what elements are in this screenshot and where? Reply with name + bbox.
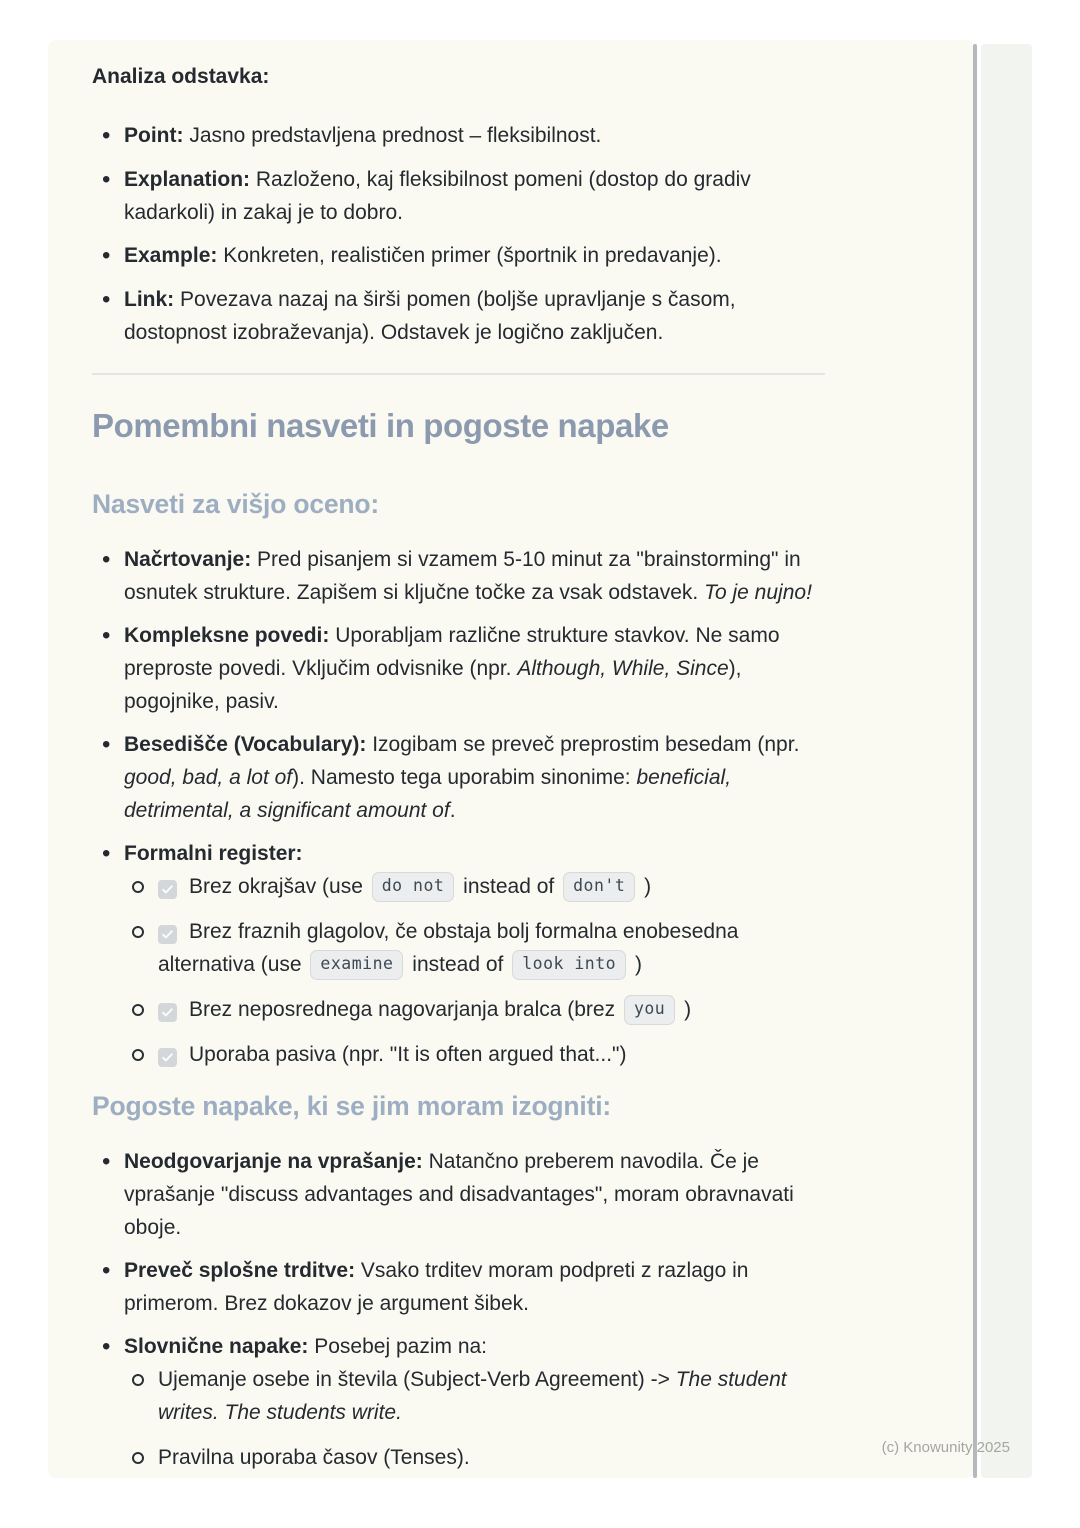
text-run: Although, While, Since <box>517 657 729 680</box>
text-run: beneficial, detrimental, a significant amount of <box>124 766 732 822</box>
list-item-text <box>124 119 825 153</box>
circle-bullet-icon <box>124 1363 158 1429</box>
bullet-list <box>92 119 825 349</box>
text-run: Uporabljam različne strukture stavkov. Ne samo preproste povedi. Vključim odvisnike (npr. <box>124 624 780 680</box>
text-run: Kompleksne povedi: <box>124 624 330 647</box>
list-item <box>92 543 825 609</box>
code-chip: examine <box>310 950 403 980</box>
text-run: Brez fraznih glagolov, če obstaja bolj formalna enobesedna alternativa (use <box>158 920 739 976</box>
sub-bullet-list <box>124 1363 825 1474</box>
text-run: Ujemanje osebe in števila (Subject-Verb Agreement) -> <box>158 1368 676 1391</box>
paragraph-heading <box>92 60 825 93</box>
list-item-text <box>158 993 825 1026</box>
text-run: ) <box>678 998 692 1021</box>
list-item-text <box>124 1254 825 1320</box>
text-run: good, bad, a lot of <box>124 766 293 789</box>
list-item <box>92 1330 825 1474</box>
list-item-text <box>124 1330 825 1474</box>
text-run: Explanation: <box>124 168 251 191</box>
next-page-preview[interactable] <box>981 44 1032 1478</box>
list-item-text <box>124 543 825 609</box>
text-run: To je nujno! <box>704 581 812 604</box>
list-item-text <box>158 1038 825 1071</box>
text-run: ), pogojnike, pasiv. <box>124 657 742 713</box>
text-run: Link: <box>124 288 175 311</box>
text-run: ). Namesto tega uporabim sinonime: <box>292 766 637 789</box>
text-run: Razloženo, kaj fleksibilnost pomeni (dostop do gradiv kadarkoli) in zakaj je to dobro. <box>124 168 751 224</box>
document-page <box>48 40 975 1478</box>
checkbox[interactable] <box>158 1048 177 1067</box>
checkbox[interactable] <box>158 925 177 944</box>
bullet-icon <box>92 283 124 349</box>
list-item <box>92 1254 825 1320</box>
text-run: Neodgovarjanje na vprašanje: <box>124 1150 423 1173</box>
bullet-icon <box>92 1145 124 1244</box>
text-run: Natančno preberem navodila. Če je vprašanje "discuss advantages and disadvantages", moram obravnavati oboje. <box>124 1150 794 1239</box>
circle-bullet-icon <box>124 993 158 1026</box>
list-item <box>92 283 825 349</box>
text-run: Point: <box>124 124 184 147</box>
list-item <box>124 1363 825 1429</box>
bullet-icon <box>92 619 124 718</box>
text-run: Pravilna uporaba časov (Tenses). <box>158 1446 470 1469</box>
code-chip: do not <box>372 872 455 902</box>
text-run: Preveč splošne trditve: <box>124 1259 356 1282</box>
text-run: Brez okrajšav (use <box>189 875 369 898</box>
list-item <box>124 870 825 903</box>
bullet-icon <box>92 543 124 609</box>
list-item-text <box>158 915 825 981</box>
bullet-icon <box>92 163 124 229</box>
scrollbar-thumb[interactable] <box>973 44 977 1478</box>
bullet-icon <box>92 728 124 827</box>
text-run: ) <box>629 953 642 976</box>
divider <box>92 373 825 375</box>
bullet-icon <box>92 837 124 1071</box>
text-run: Konkreten, realističen primer (športnik in predavanje). <box>217 244 722 267</box>
text-run: The student writes. The students write. <box>158 1368 787 1424</box>
list-item-text <box>124 239 825 273</box>
bullet-list <box>92 1145 825 1474</box>
text-run: Posebej pazim na: <box>308 1335 488 1358</box>
list-item <box>92 119 825 153</box>
text-run: instead of <box>406 953 510 976</box>
list-item <box>124 1441 825 1474</box>
checkbox[interactable] <box>158 880 177 899</box>
text-run: Izogibam se preveč preprostim besedam (npr. <box>366 733 800 756</box>
list-item <box>124 993 825 1026</box>
list-item-text <box>158 1441 825 1474</box>
checklist <box>124 870 825 1071</box>
text-run: Formalni register: <box>124 842 303 865</box>
text-run: Analiza odstavka: <box>92 65 270 88</box>
check-icon <box>161 1041 174 1074</box>
list-item <box>92 1145 825 1244</box>
bullet-icon <box>92 119 124 153</box>
circle-bullet-icon <box>124 870 158 903</box>
section-heading: Pomembni nasveti in pogoste napake <box>92 407 669 444</box>
bullet-list <box>92 543 825 1071</box>
list-item-text <box>124 619 825 718</box>
list-item <box>124 915 825 981</box>
watermark: (c) Knowunity 2025 <box>881 1439 1010 1456</box>
circle-bullet-icon <box>124 1038 158 1071</box>
list-item-text <box>124 837 825 1071</box>
text-run: . <box>449 799 456 822</box>
bullet-icon <box>92 1254 124 1320</box>
check-icon <box>161 873 174 906</box>
check-icon <box>161 918 174 951</box>
circle-bullet-icon <box>124 915 158 981</box>
text-run: Example: <box>124 244 218 267</box>
text-run: Vsako trditev moram podpreti z razlago in primerom. Brez dokazov je argument šibek. <box>124 1259 749 1315</box>
check-icon <box>161 996 174 1029</box>
list-item <box>92 163 825 229</box>
list-item-text <box>124 283 825 349</box>
text-run: instead of <box>457 875 561 898</box>
text-run: Jasno predstavljena prednost – fleksibilnost. <box>183 124 602 147</box>
list-item-text <box>158 870 825 903</box>
document-content <box>48 40 975 1474</box>
text-run: Brez neposrednega nagovarjanja bralca (brez <box>189 998 621 1021</box>
subsection-heading: Pogoste napake, ki se jim moram izogniti: <box>92 1091 611 1121</box>
text-run: Načrtovanje: <box>124 548 252 571</box>
code-chip: you <box>624 995 675 1025</box>
code-chip: look into <box>512 950 626 980</box>
text-run: ) <box>638 875 652 898</box>
list-item-text <box>124 1145 825 1244</box>
list-item <box>92 619 825 718</box>
subsection-heading: Nasveti za višjo oceno: <box>92 489 380 519</box>
list-item-text <box>124 728 825 827</box>
list-item <box>92 239 825 273</box>
circle-bullet-icon <box>124 1441 158 1474</box>
bullet-icon <box>92 239 124 273</box>
code-chip: don't <box>563 872 635 902</box>
list-item <box>92 837 825 1071</box>
text-run: Besedišče (Vocabulary): <box>124 733 367 756</box>
checkbox[interactable] <box>158 1003 177 1022</box>
text-run: Pred pisanjem si vzamem 5-10 minut za "brainstorming" in osnutek strukture. Zapišem si ključne točke za vsak odstavek. <box>124 548 801 604</box>
list-item <box>124 1038 825 1071</box>
text-run: Slovnične napake: <box>124 1335 309 1358</box>
list-item <box>92 728 825 827</box>
list-item-text <box>158 1363 825 1429</box>
list-item-text <box>124 163 825 229</box>
text-run: Povezava nazaj na širši pomen (boljše upravljanje s časom, dostopnost izobraževanja). Odstavek je logično zaključen. <box>124 288 736 344</box>
text-run: Uporaba pasiva (npr. "It is often argued that...") <box>189 1043 627 1066</box>
bullet-icon <box>92 1330 124 1474</box>
